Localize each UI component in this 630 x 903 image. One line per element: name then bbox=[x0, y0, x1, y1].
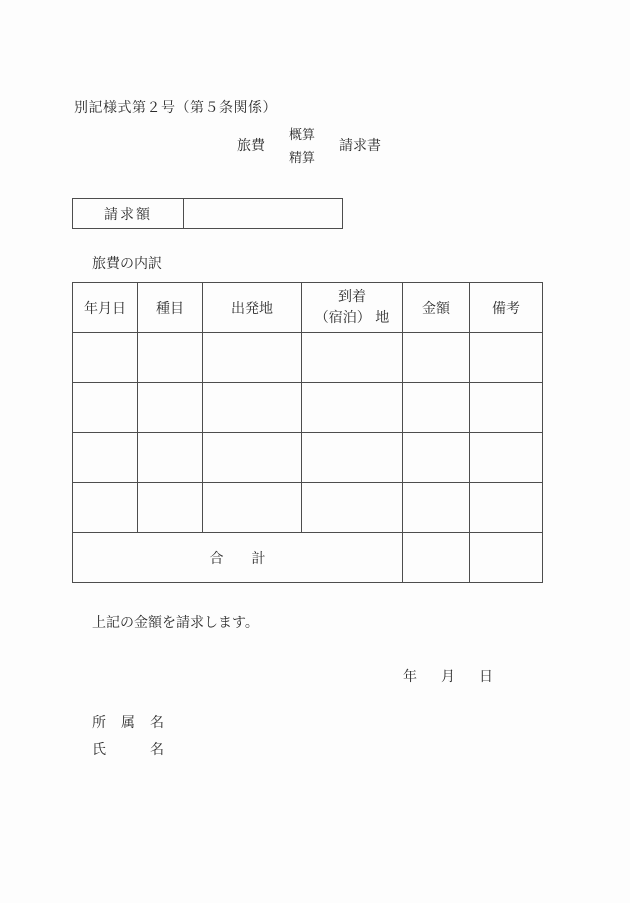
empty-cell bbox=[138, 483, 203, 533]
empty-cell bbox=[403, 483, 470, 533]
empty-cell bbox=[203, 483, 302, 533]
claim-amount-value-cell bbox=[184, 199, 343, 229]
name-label bbox=[92, 743, 164, 757]
empty-row bbox=[73, 433, 543, 483]
col-header-amount: 金額 bbox=[403, 283, 470, 333]
title-text-seikyusho: 請求書 bbox=[339, 138, 382, 154]
claim-amount-table bbox=[72, 198, 343, 229]
col-header-category: 種目 bbox=[138, 283, 203, 333]
col-header-arrival bbox=[302, 283, 403, 333]
empty-cell bbox=[302, 383, 403, 433]
empty-cell bbox=[138, 433, 203, 483]
name-char-1: 氏 bbox=[92, 742, 106, 758]
title-option-gaisan: 概算 bbox=[289, 128, 316, 143]
affiliation-char-2: 属 bbox=[121, 715, 135, 731]
empty-cell bbox=[470, 333, 543, 383]
document-title bbox=[237, 118, 381, 172]
total-amount-cell bbox=[403, 533, 470, 583]
claim-amount-label-cell: 請求額 bbox=[73, 199, 184, 229]
breakdown-table bbox=[72, 282, 543, 583]
empty-cell bbox=[403, 333, 470, 383]
empty-cell bbox=[470, 433, 543, 483]
empty-cell bbox=[73, 333, 138, 383]
date-label-year: 年 bbox=[403, 669, 417, 685]
affiliation-char-3: 名 bbox=[150, 715, 164, 731]
total-remarks-cell bbox=[470, 533, 543, 583]
empty-cell bbox=[138, 333, 203, 383]
empty-cell bbox=[302, 483, 403, 533]
name-char-2: 名 bbox=[150, 742, 164, 758]
empty-cell bbox=[302, 333, 403, 383]
date-label-month: 月 bbox=[441, 669, 455, 685]
empty-row bbox=[73, 383, 543, 433]
empty-cell bbox=[203, 333, 302, 383]
affiliation-label bbox=[92, 716, 164, 730]
col-header-date: 年月日 bbox=[73, 283, 138, 333]
empty-cell bbox=[403, 433, 470, 483]
breakdown-caption: 旅費の内訳 bbox=[92, 256, 162, 272]
empty-row bbox=[73, 333, 543, 383]
date-label-day: 日 bbox=[479, 669, 493, 685]
total-label-cell: 合 計 bbox=[73, 533, 403, 583]
affiliation-char-1: 所 bbox=[92, 715, 106, 731]
col-header-remarks: 備考 bbox=[470, 283, 543, 333]
empty-cell bbox=[203, 383, 302, 433]
col-header-departure: 出発地 bbox=[203, 283, 302, 333]
empty-cell bbox=[203, 433, 302, 483]
form-number: 別記様式第２号（第５条関係） bbox=[74, 100, 277, 116]
empty-cell bbox=[138, 383, 203, 433]
signature-block bbox=[92, 716, 164, 770]
title-option-stack bbox=[289, 124, 315, 166]
col-header-arrival-line1: 到着 bbox=[338, 288, 366, 305]
empty-row bbox=[73, 483, 543, 533]
empty-cell bbox=[403, 383, 470, 433]
empty-cell bbox=[73, 483, 138, 533]
breakdown-body bbox=[73, 333, 543, 533]
claim-amount-row bbox=[73, 199, 343, 229]
empty-cell bbox=[302, 433, 403, 483]
col-header-arrival-line2: （宿泊） 地 bbox=[314, 309, 390, 326]
title-option-seisan: 精算 bbox=[289, 151, 316, 166]
empty-cell bbox=[470, 383, 543, 433]
date-line bbox=[403, 666, 493, 686]
empty-cell bbox=[470, 483, 543, 533]
claim-statement: 上記の金額を請求します。 bbox=[92, 615, 259, 631]
total-row bbox=[73, 533, 543, 583]
empty-cell bbox=[73, 433, 138, 483]
empty-cell bbox=[73, 383, 138, 433]
title-text-ryohi: 旅費 bbox=[237, 138, 265, 154]
breakdown-header-row bbox=[73, 283, 543, 333]
